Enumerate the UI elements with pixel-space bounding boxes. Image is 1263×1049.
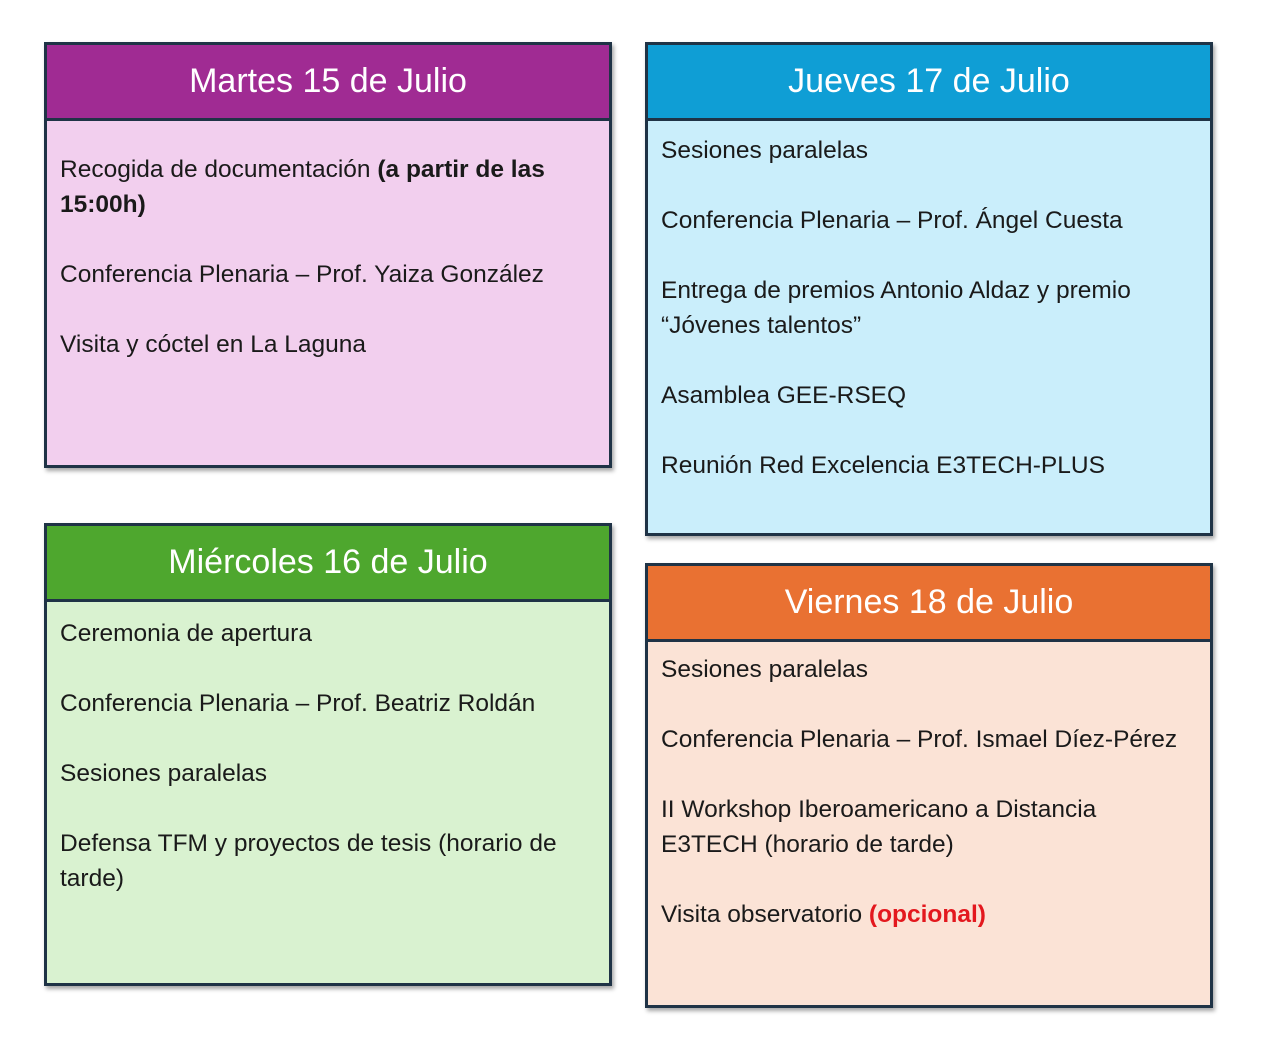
day-card-miercoles [44, 523, 612, 986]
schedule-item: Conferencia Plenaria – Prof. Ismael Díez-Pérez [661, 726, 1178, 753]
day-body-jueves [648, 121, 1210, 483]
day-header-viernes: Viernes 18 de Julio [648, 566, 1210, 642]
day-header-jueves: Jueves 17 de Julio [648, 45, 1210, 121]
day-body-miercoles [47, 602, 609, 896]
schedule-item-text: Visita observatorio [661, 901, 869, 928]
day-body-viernes [648, 642, 1210, 932]
day-card-jueves [645, 42, 1213, 536]
schedule-item-time-note: (a partir de las 15:00h) [60, 156, 545, 218]
schedule-item: Defensa TFM y proyectos de tesis (horario de tarde) [60, 830, 557, 892]
optional-badge: (opcional) [868, 901, 986, 928]
schedule-item: Reunión Red Excelencia E3TECH-PLUS [661, 452, 1105, 479]
schedule-item [60, 152, 595, 222]
schedule-item: Conferencia Plenaria – Prof. Beatriz Roldán [60, 690, 536, 717]
day-card-martes [44, 42, 612, 468]
day-body-martes [47, 121, 609, 362]
schedule-item-text: Recogida de documentación [60, 156, 378, 183]
schedule-item: Entrega de premios Antonio Aldaz y premio “Jóvenes talentos” [661, 277, 1131, 339]
schedule-item: Sesiones paralelas [661, 656, 869, 683]
schedule-item: Visita y cóctel en La Laguna [60, 331, 367, 358]
day-header-miercoles: Miércoles 16 de Julio [47, 526, 609, 602]
day-card-viernes [645, 563, 1213, 1008]
schedule-item: II Workshop Iberoamericano a Distancia E3TECH (horario de tarde) [661, 796, 1097, 858]
schedule-item [661, 897, 1196, 932]
schedule-item: Ceremonia de apertura [60, 620, 312, 647]
schedule-item: Asamblea GEE-RSEQ [661, 382, 907, 409]
schedule-item: Sesiones paralelas [661, 137, 869, 164]
day-header-martes: Martes 15 de Julio [47, 45, 609, 121]
schedule-item: Sesiones paralelas [60, 760, 268, 787]
schedule-item: Conferencia Plenaria – Prof. Yaiza González [60, 261, 544, 288]
schedule-item: Conferencia Plenaria – Prof. Ángel Cuesta [661, 207, 1123, 234]
